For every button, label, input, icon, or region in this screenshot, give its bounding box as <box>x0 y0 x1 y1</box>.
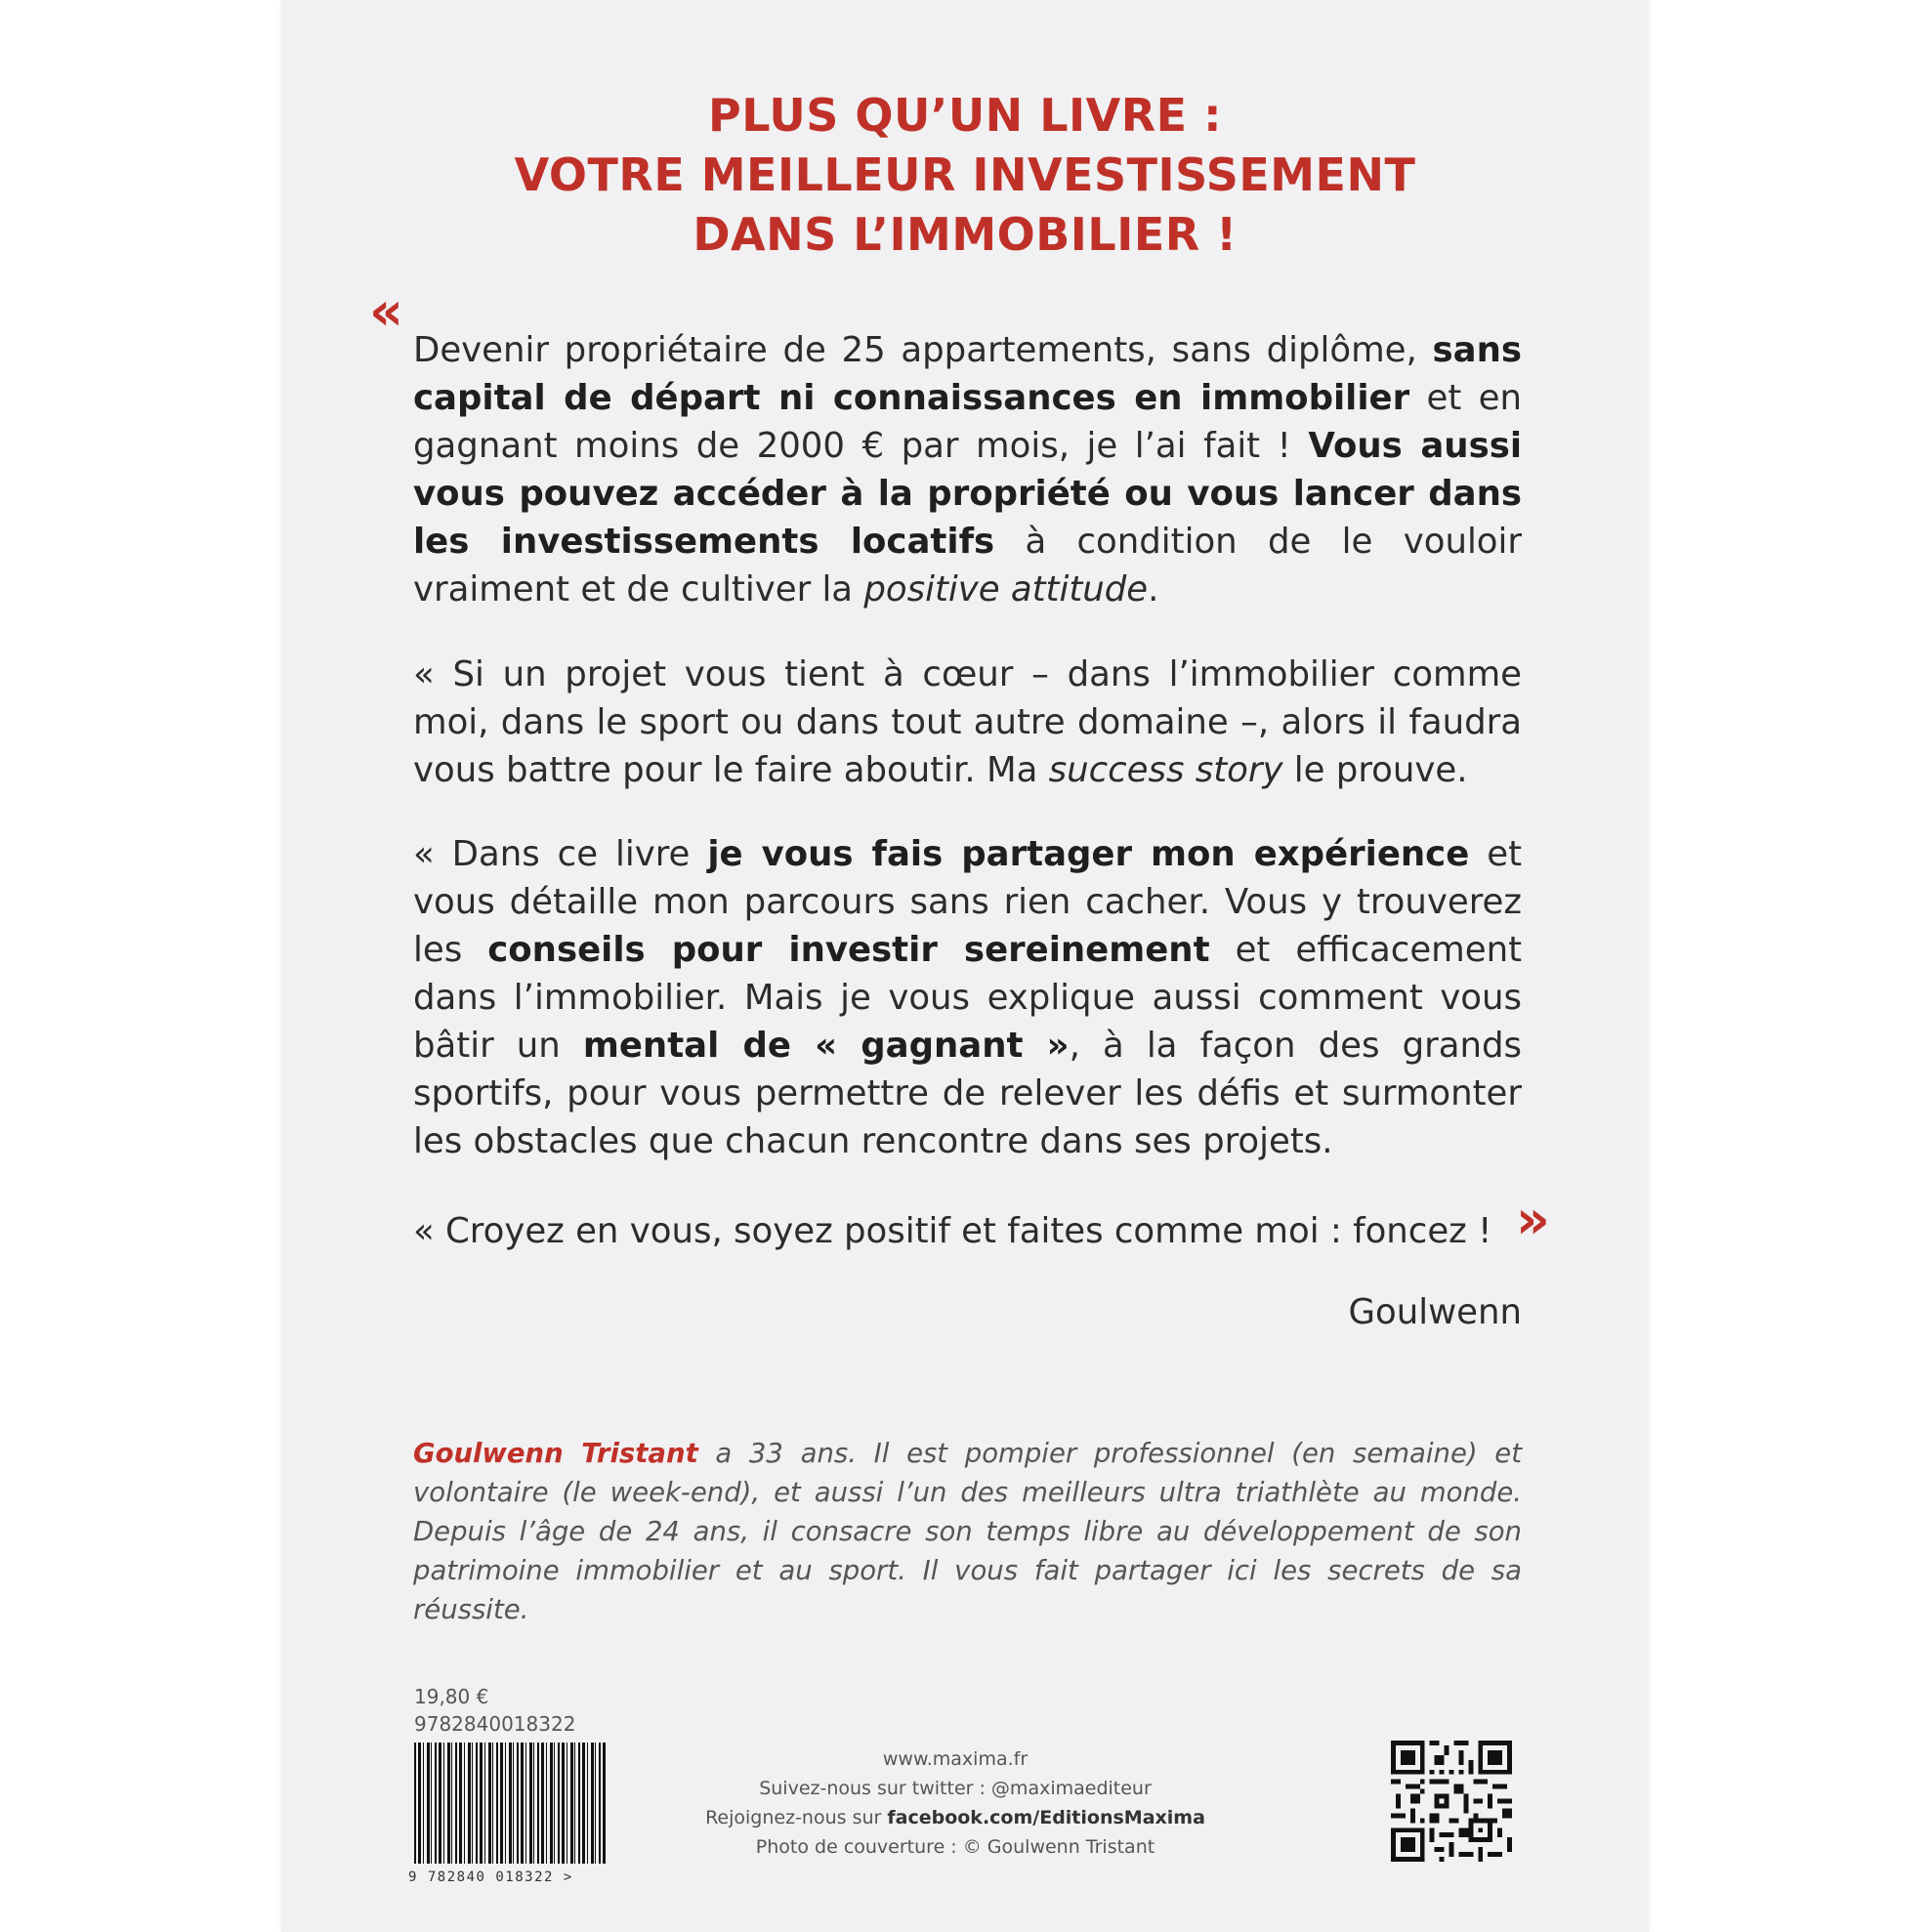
paragraph-4 <box>413 1207 1522 1255</box>
barcode-icon <box>414 1743 606 1864</box>
paragraph-1-text-2: et en gagnant moins de 2000 € par mois, je l’ai fait ! <box>413 378 1522 466</box>
paragraph-3-bold-2: conseils pour investir sereinement <box>487 930 1210 970</box>
headline <box>281 86 1649 265</box>
website-link[interactable]: www.maxima.fr <box>882 1748 1029 1770</box>
paragraph-3 <box>413 830 1522 1165</box>
paragraph-3-text-2: et vous détaille mon parcours sans rien cacher. Vous y trouverez les <box>413 834 1523 970</box>
author-bio-text: a 33 ans. Il est pompier professionnel (en semaine) et volontaire (le week-end), et aussi l’un des meilleurs ultra triathlète au monde. Depuis l’âge de 24 ans, il consacre son temps libre au développement de son patrimoine immobilier et au sport. Il vous fait partager ici les secrets de sa réussite. <box>413 1438 1522 1625</box>
open-quote-mark: « <box>369 280 403 342</box>
paragraph-3-text-3: et efficacement dans l’immobilier. Mais je vous explique aussi comment vous bâtir un <box>413 930 1523 1066</box>
price-block <box>414 1683 575 1738</box>
paragraph-2-text-2: le prouve. <box>1282 750 1468 790</box>
paragraph-1-bold-2: Vous aussi vous pouvez accéder à la propriété ou vous lancer dans les investissements locatifs <box>413 426 1522 562</box>
twitter-line: Suivez-nous sur twitter : @maximaediteur <box>759 1778 1152 1799</box>
headline-line-3: DANS L’IMMOBILIER ! <box>693 208 1238 261</box>
publisher-footer <box>692 1744 1219 1862</box>
paragraph-4-text-1: « Croyez en vous, soyez positif et faites comme moi : foncez ! <box>413 1211 1492 1251</box>
headline-line-2: VOTRE MEILLEUR INVESTISSEMENT <box>514 148 1416 201</box>
paragraph-1-text-3: à condition de le vouloir vraiment et de cultiver la <box>413 522 1522 609</box>
paragraph-2 <box>413 651 1522 794</box>
price: 19,80 € <box>414 1685 489 1708</box>
author-bio <box>413 1434 1522 1629</box>
qr-code-icon <box>1391 1741 1512 1862</box>
barcode-digits: 9 782840 018322 > <box>408 1869 573 1885</box>
paragraph-3-text-1: « Dans ce livre <box>413 834 708 874</box>
facebook-prefix: Rejoignez-nous sur <box>705 1807 888 1828</box>
facebook-link[interactable]: facebook.com/EditionsMaxima <box>887 1807 1205 1828</box>
paragraph-2-text-1: « Si un projet vous tient à cœur – dans l’immobilier comme moi, dans le sport ou dans tout autre domaine –, alors il faudra vous battre pour le faire aboutir. Ma <box>413 654 1522 790</box>
isbn: 9782840018322 <box>414 1712 576 1736</box>
paragraph-1-text-1: Devenir propriétaire de 25 appartements, sans diplôme, <box>413 330 1433 370</box>
paragraph-2-italic-1: success story <box>1048 750 1283 790</box>
book-back-cover <box>281 0 1649 1932</box>
paragraph-1 <box>413 326 1522 613</box>
paragraph-1-italic-1: positive attitude <box>863 569 1149 609</box>
signature: Goulwenn <box>1348 1292 1522 1332</box>
paragraph-1-text-4: . <box>1148 569 1159 609</box>
paragraph-1-bold-1: sans capital de départ ni connaissances en immobilier <box>413 330 1522 418</box>
headline-line-1: PLUS QU’UN LIVRE : <box>708 89 1222 142</box>
paragraph-3-text-4: , à la façon des grands sportifs, pour vous permettre de relever les défis et surmonter les obstacles que chacun rencontre dans ses projets. <box>413 1026 1522 1161</box>
close-quote-mark: » <box>1516 1189 1550 1250</box>
photo-credit: Photo de couverture : © Goulwenn Tristant <box>755 1836 1155 1858</box>
paragraph-3-bold-3: mental de « gagnant » <box>582 1026 1070 1066</box>
facebook-line <box>692 1803 1219 1832</box>
paragraph-3-bold-1: je vous fais partager mon expérience <box>707 834 1470 874</box>
author-name: Goulwenn Tristant <box>413 1438 698 1469</box>
